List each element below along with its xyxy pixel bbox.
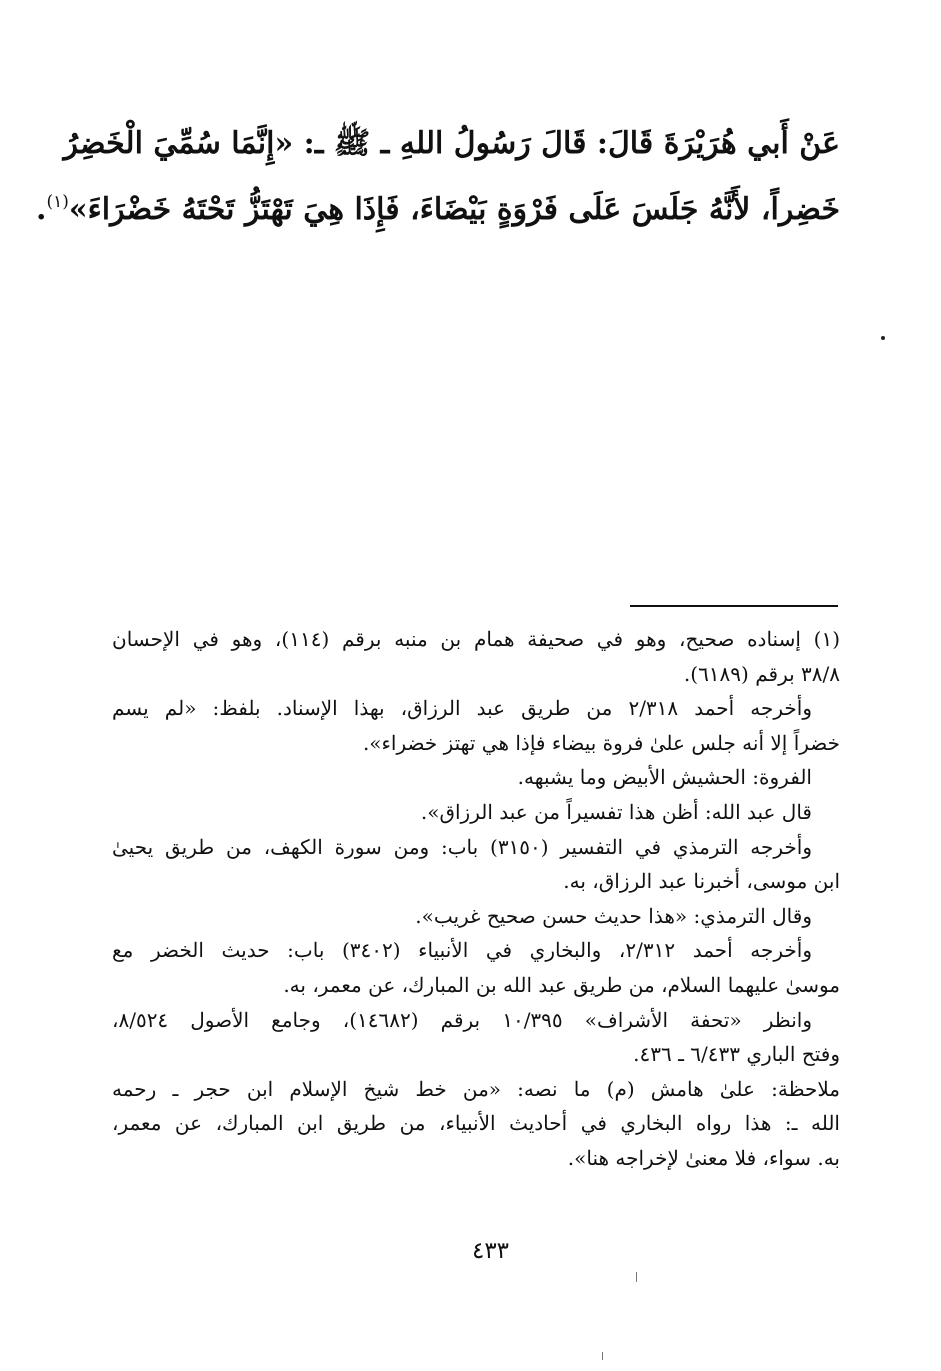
scan-speck <box>636 1272 637 1282</box>
footnote-line: به. سواء، فلا معنىٰ لإخراجه هنا». <box>567 1145 840 1170</box>
footnote-line: خضراً إلا أنه جلس علىٰ فروة بيضاء فإذا هي تهتز خضراء». <box>362 730 840 755</box>
footnote-line: (١) إسناده صحيح، وهو في صحيفة همام بن منبه برقم (١١٤)، وهو في الإحسان <box>112 627 841 651</box>
footnote-line: ملاحظة: علىٰ هامش (م) ما نصه: «من خط شيخ الإسلام ابن حجر ـ رحمه <box>112 1076 840 1101</box>
footnote-line: قال عبد الله: أظن هذا تفسيراً من عبد الرزاق». <box>420 799 812 824</box>
hadith-line-2 <box>36 173 840 239</box>
footnote-line: وانظر «تحفة الأشراف» ١٠/٣٩٥ برقم (١٤٦٨٢)، وجامع الأصول ٨/٥٢٤، <box>112 1007 812 1032</box>
footnote-line: ٣٨/٨ برقم (٦١٨٩). <box>683 661 840 686</box>
footnote-line: وأخرجه أحمد ٢/٣١٢، والبخاري في الأنبياء (٣٤٠٢) باب: حديث الخضر مع <box>112 938 812 963</box>
footnote-reference: (١) <box>46 192 69 212</box>
footnote-line: الله ـ: هذا رواه البخاري في أحاديث الأنبياء، من طريق ابن المبارك، عن معمر، <box>112 1111 840 1136</box>
footnote-line: وأخرجه أحمد ٢/٣١٨ من طريق عبد الرزاق، بهذا الإسناد. بلفظ: «لم يسم <box>112 696 812 721</box>
footnote-line: وقال الترمذي: «هذا حديث حسن صحيح غريب». <box>415 903 812 928</box>
scan-speck <box>602 1352 603 1360</box>
footnotes <box>112 622 840 1176</box>
footnote-line: وأخرجه الترمذي في التفسير (٣١٥٠) باب: ومن سورة الكهف، من طريق يحيىٰ <box>112 834 812 859</box>
footnote-line: موسىٰ عليهما السلام، من طريق عبد الله بن المبارك، عن معمر، به. <box>283 972 840 997</box>
footnote-line: الفروة: الحشيش الأبيض وما يشبهه. <box>517 765 812 790</box>
footnote-line: وفتح الباري ٦/٤٣٣ ـ ٤٣٦. <box>633 1042 840 1067</box>
page-number-text: ٤٣٣ <box>471 1238 510 1264</box>
page-number <box>0 1238 941 1264</box>
hadith-end-punctuation: . <box>36 192 47 227</box>
hadith-line-1: عَنْ أَبي هُرَيْرَةَ قَالَ: قَالَ رَسُولُ اللهِ ـ ﷺ ـ: «إِنَّمَا سُمِّيَ الْخَضِرُ <box>63 126 840 161</box>
hadith-text <box>36 115 840 239</box>
stray-dot <box>881 336 885 340</box>
footnote-line: ابن موسى، أخبرنا عبد الرزاق، به. <box>563 869 840 894</box>
hadith-line-2-text: خَضِراً، لأَنَّهُ جَلَسَ عَلَى فَرْوَةٍ بَيْضَاءَ، فَإِذَا هِيَ تَهْتَزُّ تَحْتَهُ خَضْرَاءَ» <box>68 192 840 227</box>
footnote-separator <box>630 605 838 607</box>
